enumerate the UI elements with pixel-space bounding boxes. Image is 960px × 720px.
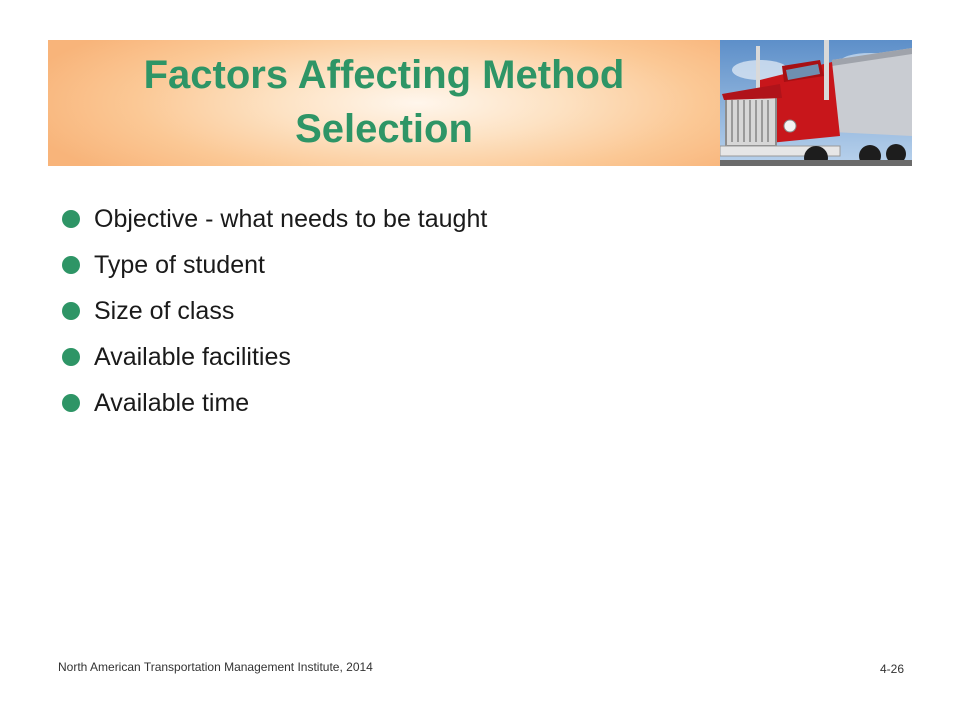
truck-photo xyxy=(720,40,912,166)
slide-title-line-2: Selection xyxy=(295,107,473,151)
list-item xyxy=(62,334,487,380)
bullet-icon xyxy=(62,256,80,274)
slide-title xyxy=(48,48,720,156)
list-item xyxy=(62,288,487,334)
bullet-icon xyxy=(62,302,80,320)
list-item xyxy=(62,242,487,288)
bullet-list xyxy=(62,196,487,426)
slide-number: 4-26 xyxy=(879,662,904,676)
bullet-text: Objective - what needs to be taught xyxy=(94,204,488,233)
list-item xyxy=(62,380,487,426)
bullet-icon xyxy=(62,348,80,366)
bullet-text: Available time xyxy=(94,388,250,417)
list-item xyxy=(62,196,487,242)
bullet-icon xyxy=(62,210,80,228)
bullet-text: Available facilities xyxy=(94,342,291,371)
bullet-icon xyxy=(62,394,80,412)
slide-title-line-1: Factors Affecting Method xyxy=(143,53,625,97)
bullet-text: Size of class xyxy=(94,296,235,325)
footer-credit: North American Transportation Management Institute, 2014 xyxy=(58,660,373,674)
bullet-text: Type of student xyxy=(94,250,265,279)
